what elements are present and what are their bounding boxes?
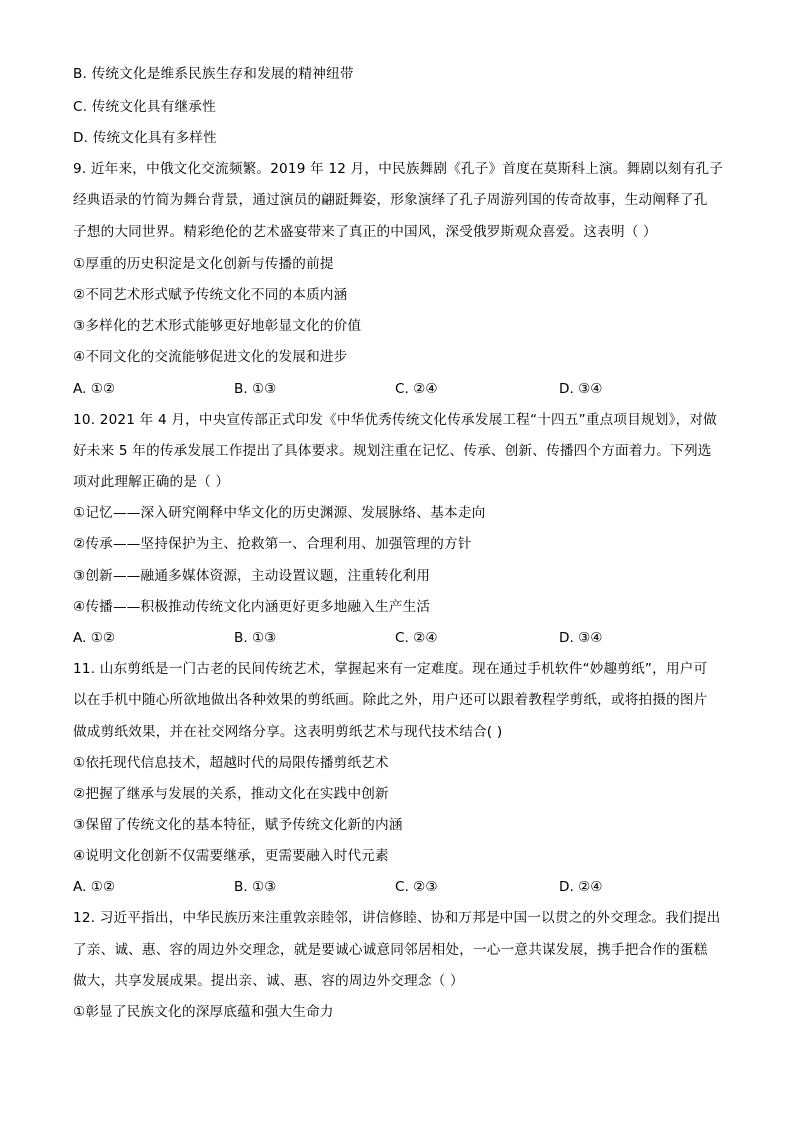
q9-statement-1: ①厚重的历史积淀是文化创新与传播的前提: [73, 256, 334, 272]
q9-stem-line-1: 9. 近年来，中俄文化交流频繁。2019 年 12 月，中民族舞剧《孔子》首度在莫斯科上演。舞剧以刻有孔子: [73, 161, 724, 177]
q12-statement-1: ①彰显了民族文化的深厚底蕴和强大生命力: [73, 1004, 334, 1020]
q11-choice-c[interactable]: C. ②③: [395, 879, 438, 895]
q11-stem-line-1: 11. 山东剪纸是一门古老的民间传统艺术，掌握起来有一定难度。现在通过手机软件“妙趣剪纸”，用户可: [73, 661, 708, 677]
q12-stem-line-1: 12. 习近平指出，中华民族历来注重敦亲睦邻，讲信修睦、协和万邦是中国一以贯之的外交理念。我们提出: [73, 910, 721, 926]
q12-stem-line-2: 了亲、诚、惠、容的周边外交理念，就是要诚心诚意同邻居相处，一心一意共谋发展，携手把合作的蛋糕: [73, 942, 708, 958]
q11-choice-b[interactable]: B. ①③: [234, 879, 277, 895]
q9-choice-a[interactable]: A. ①②: [73, 381, 116, 397]
q9-choice-b[interactable]: B. ①③: [234, 381, 277, 397]
q11-stem-line-2: 以在手机中随心所欲地做出各种效果的剪纸画。除此之外，用户还可以跟着教程学剪纸，或将拍摄的图片: [73, 692, 708, 708]
q9-statement-3: ③多样化的艺术形式能够更好地彰显文化的价值: [73, 318, 362, 334]
q9-choice-c[interactable]: C. ②④: [395, 381, 438, 397]
q11-choices: [73, 877, 733, 897]
q10-stem-line-2: 好未来 5 年的传承发展工作提出了具体要求。规划注重在记忆、传承、创新、传播四个方面着力。下列选: [73, 443, 712, 459]
q9-stem-line-3: 子想的大同世界。精彩绝伦的艺术盛宴带来了真正的中国风，深受俄罗斯观众喜爱。这表明（ ）: [73, 224, 657, 240]
q10-choices: [73, 628, 733, 648]
q12-stem-line-3: 做大，共享发展成果。提出亲、诚、惠、容的周边外交理念（ ）: [73, 973, 464, 989]
q10-stem-line-3: 项对此理解正确的是（ ）: [73, 474, 230, 490]
q9-choice-d[interactable]: D. ③④: [559, 381, 603, 397]
q11-statement-2: ②把握了继承与发展的关系，推动文化在实践中创新: [73, 786, 389, 802]
q10-choice-c[interactable]: C. ②④: [395, 630, 438, 646]
q9-stem-line-2: 经典语录的竹简为舞台背景，通过演员的翩跹舞姿，形象演绎了孔子周游列国的传奇故事，生动阐释了孔: [73, 192, 708, 208]
q10-choice-b[interactable]: B. ①③: [234, 630, 277, 646]
q9-statement-2: ②不同艺术形式赋予传统文化不同的本质内涵: [73, 287, 348, 303]
q9-statement-4: ④不同文化的交流能够促进文化的发展和进步: [73, 349, 348, 365]
q10-stem-line-1: 10. 2021 年 4 月，中央宣传部正式印发《中华优秀传统文化传承发展工程“十四五”重点项目规划》，对做: [73, 412, 717, 428]
q11-statement-3: ③保留了传统文化的基本特征，赋予传统文化新的内涵: [73, 817, 403, 833]
q11-statement-4: ④说明文化创新不仅需要继承，更需要融入时代元素: [73, 848, 389, 864]
q9-choices: [73, 379, 733, 399]
q11-statement-1: ①依托现代信息技术，超越时代的局限传播剪纸艺术: [73, 755, 389, 771]
prev-option-c: C. 传统文化具有继承性: [73, 99, 216, 115]
q11-stem-line-3: 做成剪纸效果，并在社交网络分享。这表明剪纸艺术与现代技术结合( ): [73, 724, 503, 740]
q10-choice-a[interactable]: A. ①②: [73, 630, 116, 646]
q10-choice-d[interactable]: D. ③④: [559, 630, 603, 646]
prev-option-d: D. 传统文化具有多样性: [73, 130, 217, 146]
q10-statement-2: ②传承——坚持保护为主、抢救第一、合理利用、加强管理的方针: [73, 536, 472, 552]
q10-statement-3: ③创新——融通多媒体资源，主动设置议题，注重转化利用: [73, 568, 431, 584]
q10-statement-1: ①记忆——深入研究阐释中华文化的历史渊源、发展脉络、基本走向: [73, 505, 486, 521]
prev-option-b: B. 传统文化是维系民族生存和发展的精神纽带: [73, 66, 354, 82]
q11-choice-a[interactable]: A. ①②: [73, 879, 116, 895]
q10-statement-4: ④传播——积极推动传统文化内涵更好更多地融入生产生活: [73, 599, 431, 615]
q11-choice-d[interactable]: D. ②④: [559, 879, 603, 895]
